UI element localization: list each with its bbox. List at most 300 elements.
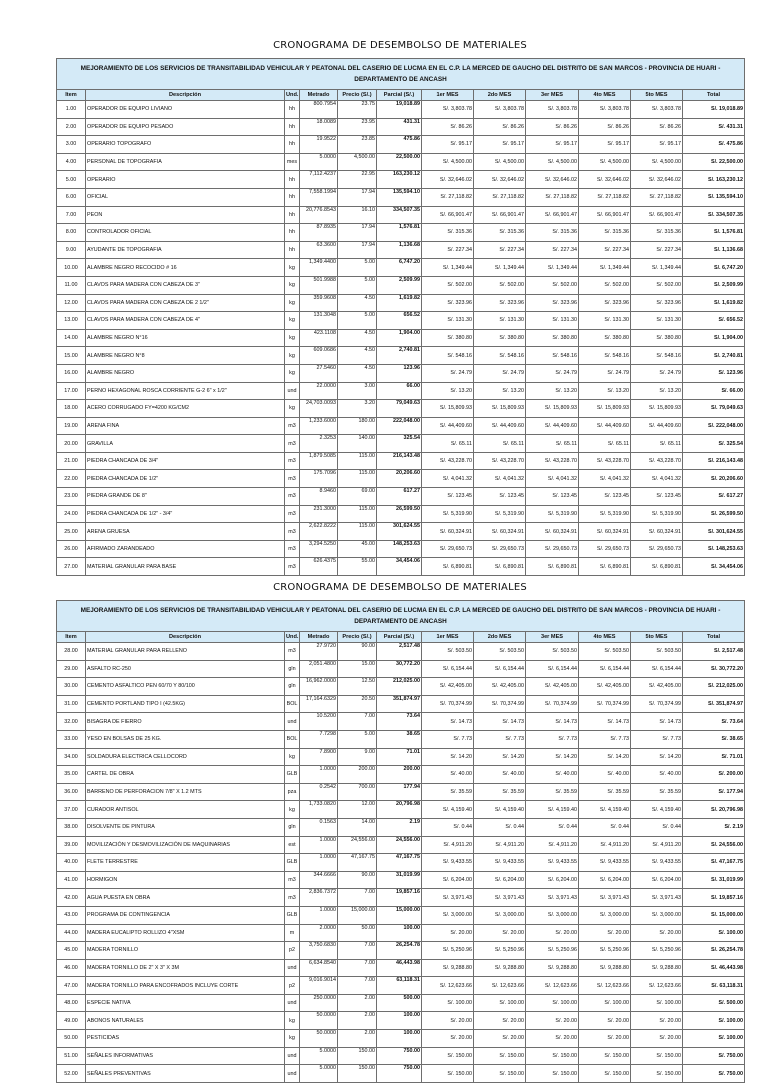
month-5-cell: S/. 315.36 — [631, 224, 683, 242]
total-cell: S/. 200.00 — [683, 766, 745, 784]
price-cell: 700.00 — [338, 783, 377, 801]
partial-cell: 222,048.00 — [377, 417, 422, 435]
total-cell: S/. 431.31 — [683, 118, 745, 136]
month-2-cell: S/. 20.00 — [474, 1012, 526, 1030]
month-2-cell: S/. 4,500.00 — [474, 153, 526, 171]
month-4-cell: S/. 380.80 — [579, 329, 631, 347]
month-5-cell: S/. 4,500.00 — [631, 153, 683, 171]
month-3-cell: S/. 15,809.93 — [526, 400, 579, 418]
schedule-rows — [57, 643, 745, 1083]
month-1-cell: S/. 15,809.93 — [422, 400, 474, 418]
unit-cell: kg — [285, 347, 300, 365]
col-month-4-header: 4to MES — [579, 90, 631, 101]
month-1-cell: S/. 65.11 — [422, 435, 474, 453]
description-cell: PERNO HEXAGONAL ROSCA CORRIENTE G-2 6" x 1/2" — [86, 382, 285, 400]
month-5-cell: S/. 150.00 — [631, 1047, 683, 1065]
total-cell: S/. 30,772.20 — [683, 660, 745, 678]
metrado-cell: 250.0000 — [300, 994, 338, 1012]
unit-cell: mes — [285, 153, 300, 171]
month-3-cell: S/. 95.17 — [526, 136, 579, 154]
metrado-cell: 50.0000 — [300, 1030, 338, 1048]
description-cell: OPERADOR DE EQUIPO PESADO — [86, 118, 285, 136]
unit-cell: gln — [285, 660, 300, 678]
col-month-3-header: 3er MES — [526, 632, 579, 643]
total-cell: S/. 325.54 — [683, 435, 745, 453]
unit-cell: und — [285, 1047, 300, 1065]
month-4-cell: S/. 86.26 — [579, 118, 631, 136]
unit-cell: p2 — [285, 977, 300, 995]
month-3-cell: S/. 4,500.00 — [526, 153, 579, 171]
unit-cell: und — [285, 994, 300, 1012]
metrado-cell: 5.0000 — [300, 1065, 338, 1083]
table-row — [57, 364, 745, 382]
month-5-cell: S/. 100.00 — [631, 994, 683, 1012]
table-row — [57, 470, 745, 488]
item-cell: 13.00 — [57, 312, 86, 330]
month-4-cell: S/. 3,803.78 — [579, 101, 631, 119]
metrado-cell: 27.5460 — [300, 364, 338, 382]
description-cell: CLAVOS PARA MADERA CON CABEZA DE 4" — [86, 312, 285, 330]
month-1-cell: S/. 150.00 — [422, 1065, 474, 1083]
month-5-cell: S/. 6,204.00 — [631, 871, 683, 889]
month-4-cell: S/. 20.00 — [579, 924, 631, 942]
total-cell: S/. 2,740.81 — [683, 347, 745, 365]
description-cell: CURADOR ANTISOL — [86, 801, 285, 819]
price-cell: 47,167.75 — [338, 854, 377, 872]
table-row — [57, 818, 745, 836]
item-cell: 20.00 — [57, 435, 86, 453]
price-cell: 23.75 — [338, 101, 377, 119]
description-cell: AYUDANTE DE TOPOGRAFIA — [86, 241, 285, 259]
total-cell: S/. 2,509.99 — [683, 276, 745, 294]
description-cell: ACERO CORRUGADO FY=4200 KG/CM2 — [86, 400, 285, 418]
month-5-cell: S/. 29,650.73 — [631, 540, 683, 558]
total-cell: S/. 1,576.81 — [683, 224, 745, 242]
month-3-cell: S/. 323.96 — [526, 294, 579, 312]
col-item-header: Item — [57, 632, 86, 643]
month-5-cell: S/. 131.30 — [631, 312, 683, 330]
total-cell: S/. 34,454.06 — [683, 558, 745, 576]
unit-cell: m3 — [285, 505, 300, 523]
partial-cell: 148,253.63 — [377, 540, 422, 558]
description-cell: YESO EN BOLSAS DE 25 KG. — [86, 730, 285, 748]
month-5-cell: S/. 60,324.91 — [631, 523, 683, 541]
col-total-header: Total — [683, 632, 745, 643]
total-cell: S/. 6,747.20 — [683, 259, 745, 277]
month-1-cell: S/. 32,646.02 — [422, 171, 474, 189]
metrado-cell: 87.8935 — [300, 224, 338, 242]
month-1-cell: S/. 27,118.82 — [422, 188, 474, 206]
price-cell: 45.00 — [338, 540, 377, 558]
col-month-1-header: 1er MES — [422, 90, 474, 101]
month-2-cell: S/. 86.26 — [474, 118, 526, 136]
partial-cell: 2,509.99 — [377, 276, 422, 294]
col-month-2-header: 2do MES — [474, 632, 526, 643]
partial-cell: 20,206.60 — [377, 470, 422, 488]
price-cell: 90.00 — [338, 871, 377, 889]
month-4-cell: S/. 315.36 — [579, 224, 631, 242]
partial-cell: 656.52 — [377, 312, 422, 330]
item-cell: 6.00 — [57, 188, 86, 206]
unit-cell: GLB — [285, 766, 300, 784]
metrado-cell: 18.0089 — [300, 118, 338, 136]
total-cell: S/. 334,507.35 — [683, 206, 745, 224]
month-2-cell: S/. 4,041.32 — [474, 470, 526, 488]
table-row — [57, 435, 745, 453]
month-4-cell: S/. 14.73 — [579, 713, 631, 731]
month-4-cell: S/. 70,374.99 — [579, 695, 631, 713]
month-5-cell: S/. 86.26 — [631, 118, 683, 136]
month-2-cell: S/. 4,911.20 — [474, 836, 526, 854]
month-5-cell: S/. 503.50 — [631, 643, 683, 661]
table-row — [57, 977, 745, 995]
price-cell: 17.94 — [338, 188, 377, 206]
price-cell: 150.00 — [338, 1047, 377, 1065]
unit-cell: m3 — [285, 488, 300, 506]
partial-cell: 22,500.00 — [377, 153, 422, 171]
sheet-title: CRONOGRAMA DE DESEMBOLSO DE MATERIALES — [273, 40, 527, 51]
month-4-cell: S/. 4,911.20 — [579, 836, 631, 854]
month-3-cell: S/. 60,324.91 — [526, 523, 579, 541]
month-3-cell: S/. 86.26 — [526, 118, 579, 136]
month-5-cell: S/. 70,374.99 — [631, 695, 683, 713]
item-cell: 16.00 — [57, 364, 86, 382]
price-cell: 24,556.00 — [338, 836, 377, 854]
partial-cell: 123.96 — [377, 364, 422, 382]
unit-cell: und — [285, 1065, 300, 1083]
month-1-cell: S/. 4,041.32 — [422, 470, 474, 488]
month-1-cell: S/. 380.80 — [422, 329, 474, 347]
unit-cell: kg — [285, 329, 300, 347]
table-row — [57, 347, 745, 365]
description-cell: ABONOS NATURALES — [86, 1012, 285, 1030]
month-1-cell: S/. 24.79 — [422, 364, 474, 382]
partial-cell: 500.00 — [377, 994, 422, 1012]
metrado-cell: 1.0000 — [300, 906, 338, 924]
total-cell: S/. 301,624.55 — [683, 523, 745, 541]
item-cell: 47.00 — [57, 977, 86, 995]
month-2-cell: S/. 13.20 — [474, 382, 526, 400]
total-cell: S/. 135,594.10 — [683, 188, 745, 206]
partial-cell: 2.19 — [377, 818, 422, 836]
metrado-cell: 1.0000 — [300, 766, 338, 784]
project-title: MEJORAMIENTO DE LOS SERVICIOS DE TRANSITABILIDAD VEHICULAR Y PEATONAL DEL CASERIO DE LUCMA EN EL C.P. LA MERCED DE GAUCHO DEL DISTRITO DE SAN MARCOS - PROVINCIA DE HUARI - DEPARTAMENTO DE ANCASH — [57, 601, 745, 632]
month-2-cell: S/. 548.16 — [474, 347, 526, 365]
price-cell: 7.00 — [338, 977, 377, 995]
month-1-cell: S/. 323.96 — [422, 294, 474, 312]
metrado-cell: 3,294.5250 — [300, 540, 338, 558]
month-2-cell: S/. 43,228.70 — [474, 452, 526, 470]
item-cell: 48.00 — [57, 994, 86, 1012]
month-3-cell: S/. 315.36 — [526, 224, 579, 242]
month-4-cell: S/. 13.20 — [579, 382, 631, 400]
description-cell: MATERIAL GRANULAR PARA RELLENO — [86, 643, 285, 661]
month-3-cell: S/. 150.00 — [526, 1047, 579, 1065]
metrado-cell: 131.3048 — [300, 312, 338, 330]
month-2-cell: S/. 100.00 — [474, 994, 526, 1012]
description-cell: HORMIGON — [86, 871, 285, 889]
month-4-cell: S/. 29,650.73 — [579, 540, 631, 558]
partial-cell: 73.64 — [377, 713, 422, 731]
month-4-cell: S/. 150.00 — [579, 1065, 631, 1083]
price-cell: 2.00 — [338, 1030, 377, 1048]
unit-cell: m3 — [285, 643, 300, 661]
month-4-cell: S/. 24.79 — [579, 364, 631, 382]
month-2-cell: S/. 42,405.00 — [474, 678, 526, 696]
month-3-cell: S/. 24.79 — [526, 364, 579, 382]
month-4-cell: S/. 27,118.82 — [579, 188, 631, 206]
table-row — [57, 942, 745, 960]
item-cell: 51.00 — [57, 1047, 86, 1065]
month-4-cell: S/. 503.50 — [579, 643, 631, 661]
month-4-cell: S/. 12,623.66 — [579, 977, 631, 995]
month-4-cell: S/. 7.73 — [579, 730, 631, 748]
price-cell: 9.00 — [338, 748, 377, 766]
item-cell: 26.00 — [57, 540, 86, 558]
month-3-cell: S/. 9,288.80 — [526, 959, 579, 977]
description-cell: DISOLVENTE DE PINTURA — [86, 818, 285, 836]
description-cell: CEMENTO PORTLAND TIPO I (42.5KG) — [86, 695, 285, 713]
month-2-cell: S/. 40.00 — [474, 766, 526, 784]
unit-cell: kg — [285, 259, 300, 277]
unit-cell: GLB — [285, 854, 300, 872]
month-4-cell: S/. 32,646.02 — [579, 171, 631, 189]
item-cell: 32.00 — [57, 713, 86, 731]
price-cell: 180.00 — [338, 417, 377, 435]
metrado-cell: 16,962.0000 — [300, 678, 338, 696]
total-cell: S/. 20,206.60 — [683, 470, 745, 488]
partial-cell: 100.00 — [377, 924, 422, 942]
month-1-cell: S/. 35.59 — [422, 783, 474, 801]
month-3-cell: S/. 123.45 — [526, 488, 579, 506]
month-2-cell: S/. 70,374.99 — [474, 695, 526, 713]
metrado-cell: 1,733.0820 — [300, 801, 338, 819]
price-cell: 15,000.00 — [338, 906, 377, 924]
table-row — [57, 452, 745, 470]
unit-cell: kg — [285, 748, 300, 766]
unit-cell: m3 — [285, 417, 300, 435]
col-month-4-header: 4to MES — [579, 632, 631, 643]
price-cell: 4,500.00 — [338, 153, 377, 171]
item-cell: 18.00 — [57, 400, 86, 418]
price-cell: 16.10 — [338, 206, 377, 224]
unit-cell: kg — [285, 400, 300, 418]
total-cell: S/. 351,874.97 — [683, 695, 745, 713]
description-cell: PIEDRA CHANCADA DE 1/2" — [86, 470, 285, 488]
table-row — [57, 889, 745, 907]
month-3-cell: S/. 70,374.99 — [526, 695, 579, 713]
month-1-cell: S/. 6,890.81 — [422, 558, 474, 576]
table-row — [57, 241, 745, 259]
total-cell: S/. 148,253.63 — [683, 540, 745, 558]
month-2-cell: S/. 380.80 — [474, 329, 526, 347]
month-1-cell: S/. 4,500.00 — [422, 153, 474, 171]
month-4-cell: S/. 4,500.00 — [579, 153, 631, 171]
column-header-row — [57, 90, 745, 101]
metrado-cell: 19.9522 — [300, 136, 338, 154]
unit-cell: m — [285, 924, 300, 942]
month-5-cell: S/. 4,159.40 — [631, 801, 683, 819]
table-row — [57, 523, 745, 541]
partial-cell: 750.00 — [377, 1065, 422, 1083]
total-cell: S/. 47,167.75 — [683, 854, 745, 872]
total-cell: S/. 100.00 — [683, 924, 745, 942]
month-1-cell: S/. 66,901.47 — [422, 206, 474, 224]
month-2-cell: S/. 502.00 — [474, 276, 526, 294]
description-cell: CLAVOS PARA MADERA CON CABEZA DE 3" — [86, 276, 285, 294]
unit-cell: hh — [285, 101, 300, 119]
table-row — [57, 171, 745, 189]
month-5-cell: S/. 5,250.96 — [631, 942, 683, 960]
unit-cell: und — [285, 959, 300, 977]
month-3-cell: S/. 42,405.00 — [526, 678, 579, 696]
partial-cell: 71.01 — [377, 748, 422, 766]
table-row — [57, 400, 745, 418]
month-4-cell: S/. 35.59 — [579, 783, 631, 801]
unit-cell: hh — [285, 171, 300, 189]
price-cell: 5.00 — [338, 312, 377, 330]
metrado-cell: 20,776.8543 — [300, 206, 338, 224]
total-cell: S/. 500.00 — [683, 994, 745, 1012]
col-description-header: Descripción — [86, 90, 285, 101]
price-cell: 15.00 — [338, 660, 377, 678]
month-1-cell: S/. 5,319.90 — [422, 505, 474, 523]
total-cell: S/. 1,136.68 — [683, 241, 745, 259]
month-2-cell: S/. 123.45 — [474, 488, 526, 506]
month-3-cell: S/. 14.20 — [526, 748, 579, 766]
month-1-cell: S/. 20.00 — [422, 1030, 474, 1048]
month-2-cell: S/. 9,288.80 — [474, 959, 526, 977]
unit-cell: hh — [285, 224, 300, 242]
price-cell: 23.95 — [338, 118, 377, 136]
month-4-cell: S/. 40.00 — [579, 766, 631, 784]
col-price-header: Precio (S/.) — [338, 90, 377, 101]
price-cell: 50.00 — [338, 924, 377, 942]
description-cell: CONTROLADOR OFICIAL — [86, 224, 285, 242]
unit-cell: hh — [285, 241, 300, 259]
month-3-cell: S/. 502.00 — [526, 276, 579, 294]
month-4-cell: S/. 95.17 — [579, 136, 631, 154]
partial-cell: 15,000.00 — [377, 906, 422, 924]
unit-cell: BOL — [285, 730, 300, 748]
month-4-cell: S/. 227.34 — [579, 241, 631, 259]
month-2-cell: S/. 27,118.82 — [474, 188, 526, 206]
total-cell: S/. 656.52 — [683, 312, 745, 330]
total-cell: S/. 2,517.48 — [683, 643, 745, 661]
month-1-cell: S/. 7.73 — [422, 730, 474, 748]
partial-cell: 100.00 — [377, 1012, 422, 1030]
month-1-cell: S/. 131.30 — [422, 312, 474, 330]
partial-cell: 177.94 — [377, 783, 422, 801]
month-3-cell: S/. 4,041.32 — [526, 470, 579, 488]
unit-cell: gln — [285, 818, 300, 836]
description-cell: MATERIAL GRANULAR PARA BASE — [86, 558, 285, 576]
unit-cell: m3 — [285, 889, 300, 907]
month-5-cell: S/. 27,118.82 — [631, 188, 683, 206]
total-cell: S/. 19,857.16 — [683, 889, 745, 907]
total-cell: S/. 163,230.12 — [683, 171, 745, 189]
item-cell: 43.00 — [57, 906, 86, 924]
month-2-cell: S/. 4,159.40 — [474, 801, 526, 819]
description-cell: BARRENO DE PERFORACION 7/8" X 1.2 MTS — [86, 783, 285, 801]
price-cell: 12.50 — [338, 678, 377, 696]
item-cell: 12.00 — [57, 294, 86, 312]
metrado-cell: 1.0000 — [300, 836, 338, 854]
month-4-cell: S/. 323.96 — [579, 294, 631, 312]
total-cell: S/. 22,500.00 — [683, 153, 745, 171]
month-2-cell: S/. 35.59 — [474, 783, 526, 801]
table-row — [57, 382, 745, 400]
metrado-cell: 1,233.6000 — [300, 417, 338, 435]
partial-cell: 24,556.00 — [377, 836, 422, 854]
metrado-cell: 22.0000 — [300, 382, 338, 400]
price-cell: 4.50 — [338, 364, 377, 382]
price-cell: 7.00 — [338, 959, 377, 977]
month-4-cell: S/. 9,288.80 — [579, 959, 631, 977]
item-cell: 33.00 — [57, 730, 86, 748]
month-5-cell: S/. 32,646.02 — [631, 171, 683, 189]
total-cell: S/. 222,048.00 — [683, 417, 745, 435]
month-1-cell: S/. 14.20 — [422, 748, 474, 766]
description-cell: SEÑALES PREVENTIVAS — [86, 1065, 285, 1083]
table-row — [57, 1065, 745, 1083]
col-month-2-header: 2do MES — [474, 90, 526, 101]
metrado-cell: 0.1563 — [300, 818, 338, 836]
metrado-cell: 27.9720 — [300, 643, 338, 661]
month-3-cell: S/. 3,000.00 — [526, 906, 579, 924]
price-cell: 17.94 — [338, 241, 377, 259]
metrado-cell: 10.5200 — [300, 713, 338, 731]
month-5-cell: S/. 43,228.70 — [631, 452, 683, 470]
description-cell: PIEDRA GRANDE DE 8" — [86, 488, 285, 506]
unit-cell: m3 — [285, 435, 300, 453]
price-cell: 7.00 — [338, 713, 377, 731]
month-3-cell: S/. 6,204.00 — [526, 871, 579, 889]
item-cell: 5.00 — [57, 171, 86, 189]
metrado-cell: 2,051.4800 — [300, 660, 338, 678]
metrado-cell: 6,634.8540 — [300, 959, 338, 977]
month-4-cell: S/. 3,000.00 — [579, 906, 631, 924]
month-2-cell: S/. 44,409.60 — [474, 417, 526, 435]
month-2-cell: S/. 9,433.55 — [474, 854, 526, 872]
month-5-cell: S/. 502.00 — [631, 276, 683, 294]
partial-cell: 26,254.78 — [377, 942, 422, 960]
table-row — [57, 329, 745, 347]
table-row — [57, 836, 745, 854]
month-1-cell: S/. 9,288.80 — [422, 959, 474, 977]
price-cell: 7.00 — [338, 942, 377, 960]
partial-cell: 301,624.55 — [377, 523, 422, 541]
partial-cell: 100.00 — [377, 1030, 422, 1048]
month-3-cell: S/. 131.30 — [526, 312, 579, 330]
month-2-cell: S/. 0.44 — [474, 818, 526, 836]
description-cell: ARENA FINA — [86, 417, 285, 435]
unit-cell: gln — [285, 678, 300, 696]
partial-cell: 1,136.68 — [377, 241, 422, 259]
table-row — [57, 153, 745, 171]
month-5-cell: S/. 1,349.44 — [631, 259, 683, 277]
month-4-cell: S/. 20.00 — [579, 1012, 631, 1030]
unit-cell: und — [285, 713, 300, 731]
month-4-cell: S/. 60,324.91 — [579, 523, 631, 541]
item-cell: 1.00 — [57, 101, 86, 119]
item-cell: 49.00 — [57, 1012, 86, 1030]
month-1-cell: S/. 123.45 — [422, 488, 474, 506]
item-cell: 39.00 — [57, 836, 86, 854]
table-row — [57, 924, 745, 942]
partial-cell: 2,517.48 — [377, 643, 422, 661]
schedule-table — [56, 600, 745, 1083]
